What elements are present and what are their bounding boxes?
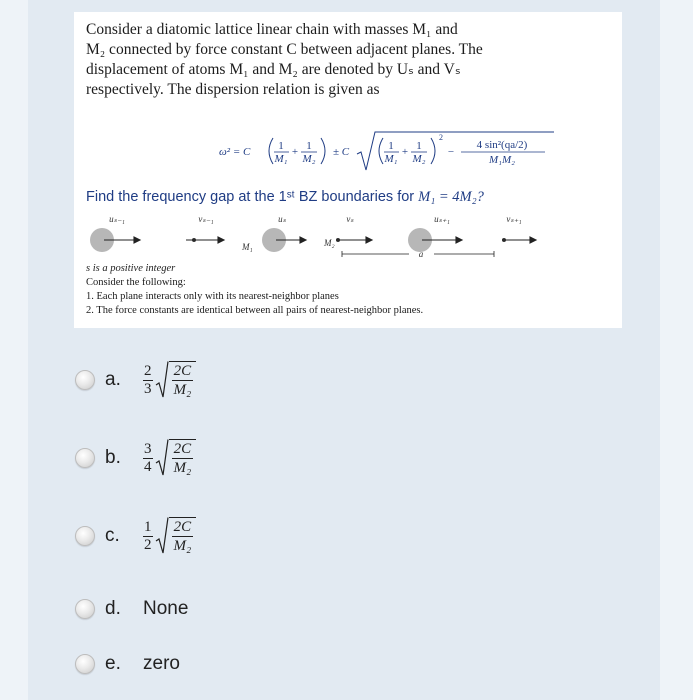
option-letter: a. (105, 369, 121, 390)
coefficient (143, 363, 153, 398)
equation-m1: M₁ (384, 153, 398, 165)
coefficient (143, 441, 153, 476)
dispersion-equation (199, 124, 559, 186)
option-b[interactable] (75, 434, 196, 482)
label-u-s: uₛ (278, 214, 286, 224)
radio-option-b[interactable] (75, 448, 95, 468)
option-letter: d. (105, 598, 121, 619)
coef-numerator: 2 (144, 362, 152, 379)
option-letter: b. (105, 447, 121, 468)
question-image (74, 12, 622, 328)
radical (155, 361, 197, 399)
radical-denominator: M₂ (173, 538, 192, 554)
radical-numerator: 2C (173, 519, 192, 535)
equation-one: 1 (306, 140, 312, 152)
radio-option-e[interactable] (75, 654, 95, 674)
option-letter: c. (105, 525, 120, 546)
paragraph-line: Consider a diatomic lattice linear chain with masses M₁ and (86, 21, 458, 38)
answer-options (0, 352, 693, 692)
equation-square: 2 (439, 133, 443, 142)
option-d[interactable] (75, 585, 188, 633)
equation-m1: M₁ (274, 153, 288, 165)
radio-option-d[interactable] (75, 599, 95, 619)
equation-sin-denominator: M₁M₂ (489, 154, 515, 166)
label-v-next: vₛ₊₁ (506, 214, 522, 224)
equation-sin-numerator: 4 sin²(qa/2) (476, 139, 528, 151)
radio-option-c[interactable] (75, 526, 95, 546)
radical-denominator: M₂ (173, 382, 192, 398)
equation-m2: M₂ (412, 153, 426, 165)
radical (155, 517, 197, 555)
paragraph-line: displacement of atoms M₁ and M₂ are denoted by Uₛ and Vₛ (86, 61, 461, 78)
equation-plus: + (401, 146, 409, 158)
assumption-2: 2. The force constants are identical between all pairs of nearest-neighbor planes. (86, 305, 424, 316)
coef-denominator: 4 (144, 458, 152, 475)
radical-numerator: 2C (173, 441, 192, 457)
equation-one: 1 (416, 140, 422, 152)
coef-denominator: 2 (144, 536, 152, 553)
find-question (86, 189, 606, 206)
label-v-s: vₛ (346, 214, 354, 224)
option-e[interactable] (75, 640, 180, 688)
assumption-1: 1. Each plane interacts only with its nearest-neighbor planes (86, 291, 339, 302)
label-v-prev: vₛ₋₁ (198, 214, 214, 224)
equation-lhs: ω² = C (219, 146, 251, 158)
option-a[interactable] (75, 356, 196, 404)
equation-pm: ± C (333, 146, 350, 158)
label-mass-2: M₂ (324, 238, 335, 248)
option-c[interactable] (75, 512, 196, 560)
option-text: None (143, 598, 189, 619)
paragraph-line: M₂ connected by force constant C between adjacent planes. The (86, 41, 483, 58)
find-text: Find the frequency gap at the 1ˢᵗ BZ boundaries for (86, 189, 419, 205)
coef-denominator: 3 (144, 380, 152, 397)
radical (155, 439, 197, 477)
label-u-prev: uₛ₋₁ (109, 214, 125, 224)
coefficient (143, 519, 153, 554)
equation-plus: + (291, 146, 299, 158)
label-u-next: uₛ₊₁ (434, 214, 450, 224)
equation-m2: M₂ (302, 153, 316, 165)
radical-denominator: M₂ (173, 460, 192, 476)
question-paragraph (86, 20, 614, 100)
coef-numerator: 3 (144, 440, 152, 457)
equation-one: 1 (388, 140, 394, 152)
coef-numerator: 1 (144, 518, 152, 535)
equation-minus: − (447, 146, 455, 158)
radical-numerator: 2C (173, 363, 192, 379)
paragraph-line: respectively. The dispersion relation is given as (86, 81, 380, 98)
label-mass-1: M₁ (242, 242, 253, 252)
radio-option-a[interactable] (75, 370, 95, 390)
label-spacing: a (418, 249, 424, 259)
s-note: s is a positive integer (86, 263, 176, 274)
option-text: zero (143, 653, 180, 674)
equation-one: 1 (278, 140, 284, 152)
consider-title: Consider the following: (86, 277, 186, 288)
option-letter: e. (105, 653, 121, 674)
find-condition: M₁ = 4M₂? (418, 189, 484, 205)
